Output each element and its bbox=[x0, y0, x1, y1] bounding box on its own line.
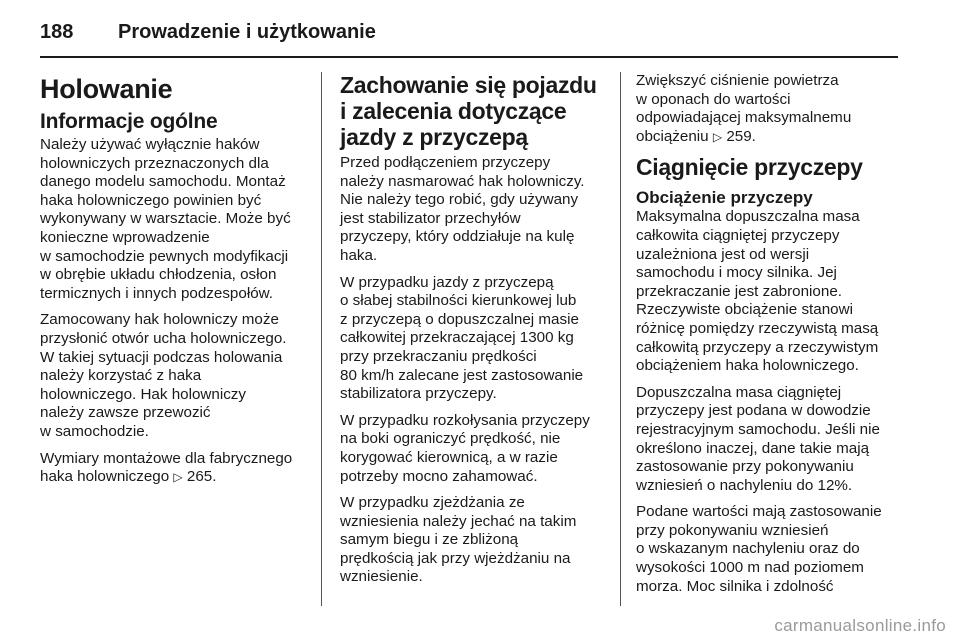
column-divider-2 bbox=[620, 72, 621, 606]
paragraph: W przypadku jazdy z przyczepą o słabej stabilności kierunkowej lub z przyczepą o dopuszczalnej masie całkowitej przekraczającej 1300 kg przy przekraczaniu prędkości 80 km/h zalecane jest zastosowanie stabilizatora przyczepy. bbox=[340, 273, 584, 403]
paragraph: W przypadku rozkołysania przyczepy na boki ograniczyć prędkość, nie korygować kierownicą, a w razie potrzeby mocno zahamować. bbox=[340, 411, 590, 485]
page-reference: 259. bbox=[726, 127, 756, 145]
header-divider bbox=[40, 56, 898, 58]
page-header bbox=[40, 14, 376, 50]
paragraph: Zamocowany hak holowniczy może przysłonić otwór ucha holowniczego. W takiej sytuacji podczas holowania należy korzystać z haka holowniczego. Hak holowniczy należy zawsze przewozić w samochodzie. bbox=[40, 311, 287, 440]
column-3 bbox=[636, 72, 906, 604]
paragraph-text: Wymiary montażowe dla fabrycznego haka holowniczego bbox=[40, 449, 293, 486]
subheading-driving-with-trailer: Zachowanie się pojazdu i zalecenia dotyczące jazdy z przyczepą bbox=[340, 72, 597, 150]
page-reference: 265. bbox=[186, 468, 217, 486]
watermark: carmanualsonline.info bbox=[774, 616, 946, 635]
column-1 bbox=[40, 72, 310, 495]
page-reference-arrow-icon: ▷ bbox=[712, 129, 723, 144]
page-reference-arrow-icon: ▷ bbox=[173, 470, 183, 485]
section-heading-towing: Holowanie bbox=[40, 74, 173, 104]
section-heading-trailer-towing: Ciągnięcie przyczepy bbox=[636, 154, 863, 181]
paragraph: Przed podłączeniem przyczepy należy nasmarować hak holowniczy. Nie należy tego robić, gdy używany jest stabilizator przechyłów przyczepy, który oddziałuje na kulę haka. bbox=[340, 154, 585, 264]
paragraph: Należy używać wyłącznie haków holowniczych przeznaczonych dla danego modelu samochodu. Montaż haka holowniczego powinien być wykonywany w warsztacie. Może być konieczne wprowadzenie w samochodzie pewnych modyfikacji w obrębie układu chłodzenia, osłon termicznych i innych podzespołów. bbox=[40, 136, 291, 302]
paragraph-with-reference bbox=[40, 450, 310, 487]
paragraph: Podane wartości mają zastosowanie przy pokonywaniu wzniesień o wskazanym nachyleniu oraz do wysokości 1000 m nad poziomem morza. Moc silnika i zdolność bbox=[636, 503, 882, 595]
paragraph-with-reference bbox=[636, 72, 906, 146]
column-divider-1 bbox=[321, 72, 322, 606]
subheading-general-info: Informacje ogólne bbox=[40, 110, 218, 133]
subheading-trailer-load: Obciążenie przyczepy bbox=[636, 188, 813, 208]
paragraph: Dopuszczalna masa ciągniętej przyczepy jest podana w dowodzie rejestracyjnym samochodu. Jeśli nie określono inaczej, dane takie mają zastosowanie przy pokonywaniu wzniesień o nachyleniu do 12%. bbox=[636, 383, 880, 494]
paragraph: Maksymalna dopuszczalna masa całkowita ciągniętej przyczepy uzależniona jest od wersji samochodu i mocy silnika. Jej przekraczanie jest zabronione. Rzeczywiste obciążenie stanowi różnicę pomiędzy rzeczywistą masą całkowitą przyczepy a rzeczywistym obciążeniem haka holowniczego. bbox=[636, 208, 879, 375]
paragraph-text: Zwiększyć ciśnienie powietrza w oponach do wartości odpowiadającej maksymalnemu obciążeniu bbox=[636, 72, 852, 145]
column-2 bbox=[340, 72, 608, 595]
paragraph: W przypadku zjeżdżania ze wzniesienia należy jechać na takim samym biegu i ze zbliżoną prędkością jak przy wjeżdżaniu na wzniesienie. bbox=[340, 494, 577, 586]
chapter-title: Prowadzenie i użytkowanie bbox=[118, 20, 376, 43]
page-number: 188 bbox=[40, 20, 74, 43]
